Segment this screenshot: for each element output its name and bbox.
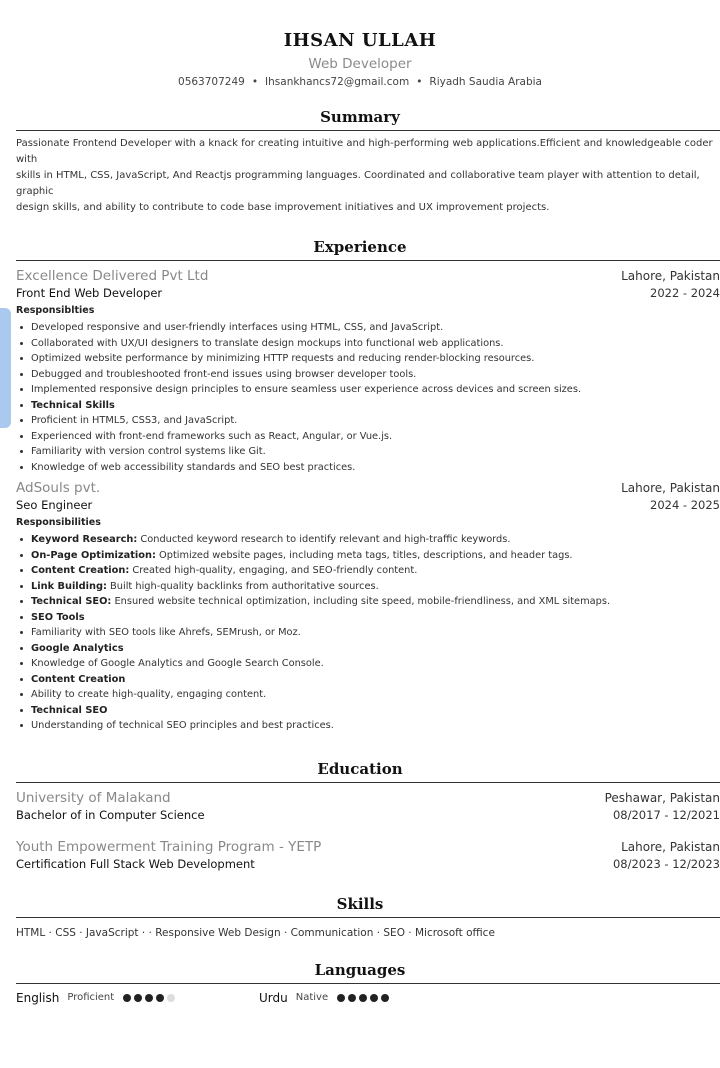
rating-dot-filled-icon: [370, 994, 378, 1002]
list-item: SEO Tools: [16, 610, 720, 626]
section-divider: [16, 130, 720, 131]
summary-line: Passionate Frontend Developer with a knack for creating intuitive and high-performing web applications.Efficient and knowledgeable coder with: [16, 138, 713, 165]
job-title: Front End Web Developer: [16, 286, 163, 300]
language-rating: [123, 994, 175, 1002]
school-location: Lahore, Pakistan: [621, 839, 720, 854]
language-name: Urdu: [259, 990, 288, 1005]
list-item: [16, 548, 720, 564]
language-item: [259, 989, 389, 1007]
employer-name: Excellence Delivered Pvt Ltd: [16, 268, 209, 284]
list-item: [16, 579, 720, 595]
responsibilities-heading: Responsibilities: [16, 517, 101, 528]
summary-section: [0, 107, 720, 216]
item-label: On-Page Optimization:: [31, 549, 156, 561]
rating-dot-filled-icon: [337, 994, 345, 1002]
section-title-languages: Languages: [314, 960, 406, 979]
contact-line: [0, 75, 720, 89]
language-level: Proficient: [67, 992, 115, 1003]
phone-text: 0563707249: [178, 76, 245, 88]
education-dates: 08/2017 - 12/2021: [612, 807, 720, 822]
education-dates: 08/2023 - 12/2023: [612, 856, 720, 871]
item-text: Optimized website pages, including meta tags, titles, descriptions, and header tags.: [155, 549, 573, 561]
list-item: [16, 563, 720, 579]
section-divider: [16, 260, 720, 261]
summary-line: design skills, and ability to contribute to code base improvement initiatives and UX improvement projects.: [16, 202, 550, 213]
list-item: Knowledge of web accessibility standards and SEO best practices.: [16, 460, 720, 476]
experience-entry: [16, 479, 720, 734]
language-rating: [337, 994, 389, 1002]
section-divider: [16, 782, 720, 783]
section-title-skills: Skills: [336, 894, 384, 913]
rating-dot-filled-icon: [123, 994, 131, 1002]
list-item: Optimized website performance by minimizing HTTP requests and reducing render-blocking resources.: [16, 351, 720, 367]
list-item: Google Analytics: [16, 641, 720, 657]
list-item: Content Creation: [16, 672, 720, 688]
responsibilities-list: [16, 320, 720, 475]
summary-line: skills in HTML, CSS, JavaScript, And Reactjs programming languages. Coordinated and collaborative team player with attention to detail, graphic: [16, 170, 700, 197]
experience-entry: [16, 267, 720, 475]
school-location: Peshawar, Pakistan: [604, 790, 720, 805]
email-text: Ihsankhancs72@gmail.com: [265, 76, 410, 88]
separator-dot-icon: •: [416, 76, 423, 88]
location-text: Riyadh Saudia Arabia: [429, 76, 542, 88]
list-item: Familiarity with version control systems like Git.: [16, 444, 720, 460]
job-title: Seo Engineer: [16, 498, 93, 512]
item-label: Technical SEO:: [31, 596, 112, 607]
employer-location: Lahore, Pakistan: [621, 269, 720, 283]
degree-name: Bachelor of in Computer Science: [16, 807, 205, 822]
item-label: Link Building:: [31, 580, 107, 592]
list-item: Technical Skills: [16, 398, 720, 414]
responsibilities-list: [16, 532, 720, 734]
education-section: [0, 759, 720, 873]
item-label: Keyword Research:: [31, 534, 138, 545]
list-item: Knowledge of Google Analytics and Google Search Console.: [16, 656, 720, 672]
languages-list: [16, 989, 720, 1007]
candidate-role: Web Developer: [308, 56, 412, 72]
job-dates: 2022 - 2024: [650, 286, 720, 300]
list-item: Familiarity with SEO tools like Ahrefs, SEMrush, or Moz.: [16, 625, 720, 641]
languages-section: [0, 960, 720, 1007]
rating-dot-filled-icon: [359, 994, 367, 1002]
list-item: Understanding of technical SEO principles and best practices.: [16, 718, 720, 734]
rating-dot-filled-icon: [348, 994, 356, 1002]
responsibilities-heading: Responsiblties: [16, 305, 95, 316]
list-item: Collaborated with UX/UI designers to translate design mockups into functional web applications.: [16, 336, 720, 352]
job-dates: 2024 - 2025: [650, 498, 720, 512]
list-item: Proficient in HTML5, CSS3, and JavaScript.: [16, 413, 720, 429]
section-divider: [16, 983, 720, 984]
education-entry: [16, 838, 720, 873]
skills-list: HTML · CSS · JavaScript · · Responsive Web Design · Communication · SEO · Microsoft office: [16, 926, 495, 939]
item-text: Built high-quality backlinks from authoritative sources.: [106, 580, 379, 592]
list-item: Debugged and troubleshooted front-end issues using browser developer tools.: [16, 367, 720, 383]
rating-dot-filled-icon: [134, 994, 142, 1002]
list-item: [16, 532, 720, 548]
item-label: Content Creation:: [31, 565, 130, 576]
resume-header: [0, 0, 720, 89]
separator-dot-icon: •: [251, 76, 259, 88]
school-name: University of Malakand: [16, 789, 171, 806]
rating-dot-empty-icon: [167, 994, 175, 1002]
item-text: Conducted keyword research to identify relevant and high-traffic keywords.: [137, 534, 511, 545]
employer-name: AdSouls pvt.: [16, 480, 101, 496]
rating-dot-filled-icon: [381, 994, 389, 1002]
language-name: English: [16, 990, 60, 1005]
section-title-summary: Summary: [320, 108, 400, 126]
list-item: Developed responsive and user-friendly interfaces using HTML, CSS, and JavaScript.: [16, 320, 720, 336]
rating-dot-filled-icon: [145, 994, 153, 1002]
employer-location: Lahore, Pakistan: [621, 481, 720, 495]
list-item: [16, 594, 720, 610]
skills-section: [0, 894, 720, 941]
summary-text: [16, 136, 714, 216]
education-entry: [16, 789, 720, 824]
item-text: Created high-quality, engaging, and SEO-friendly content.: [129, 565, 418, 576]
rating-dot-filled-icon: [156, 994, 164, 1002]
degree-name: Certification Full Stack Web Development: [16, 856, 255, 871]
language-item: [16, 989, 175, 1007]
item-text: Ensured website technical optimization, including site speed, mobile-friendliness, and XML sitemaps.: [111, 596, 611, 607]
section-title-education: Education: [317, 759, 403, 778]
candidate-name: IHSAN ULLAH: [283, 30, 437, 51]
language-level: Native: [295, 992, 329, 1003]
list-item: Implemented responsive design principles to ensure seamless user experience across devices and screen sizes.: [16, 382, 720, 398]
experience-section: [0, 237, 720, 734]
school-name: Youth Empowerment Training Program - YETP: [16, 838, 322, 855]
list-item: Experienced with front-end frameworks such as React, Angular, or Vue.js.: [16, 429, 720, 445]
section-divider: [16, 917, 720, 918]
section-title-experience: Experience: [313, 238, 407, 256]
list-item: Ability to create high-quality, engaging content.: [16, 687, 720, 703]
list-item: Technical SEO: [16, 703, 720, 719]
